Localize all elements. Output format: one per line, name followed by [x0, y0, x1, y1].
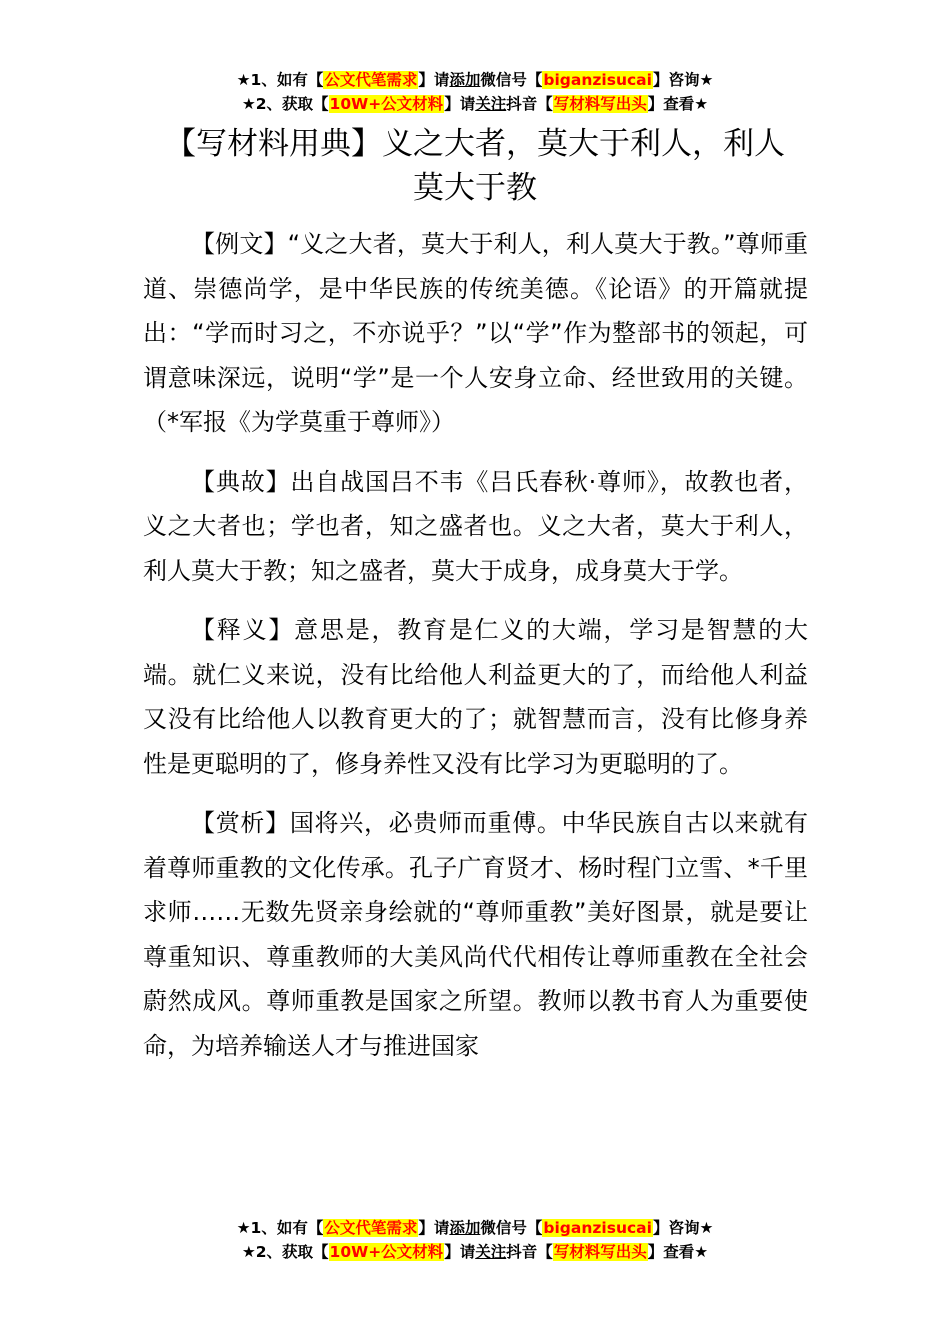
header-banner — [0, 68, 950, 116]
banner-text: 抖音【 — [506, 1243, 553, 1261]
banner-highlight-materials: 10W+公文材料 — [329, 95, 444, 113]
banner-text: 】请 — [444, 95, 476, 113]
banner-underline-follow: 关注 — [475, 95, 507, 113]
banner-underline-add: 添加 — [449, 1219, 481, 1237]
paragraph-appreciation: 【赏析】国将兴，必贵师而重傅。中华民族自古以来就有着尊师重教的文化传承。孔子广育贤才、杨时程门立雪、*千里求师……无数先贤亲身绘就的“尊师重教”美好图景，就是要让尊重知识、尊重教师的大美风尚代代相传让尊师重教在全社会蔚然成风。尊师重教是国家之所望。教师以教书育人为重要使命，为培养输送人才与推进国家 — [143, 809, 808, 1060]
banner-text: 】咨询★ — [652, 71, 714, 89]
banner-highlight-service: 公文代笔需求 — [324, 1219, 418, 1237]
banner-line-1 — [0, 1216, 950, 1240]
banner-highlight-materials: 10W+公文材料 — [329, 1243, 444, 1261]
banner-highlight-wechat-id: biganzisucai — [543, 71, 652, 89]
banner-text: 微信号【 — [480, 1219, 543, 1237]
banner-highlight-service: 公文代笔需求 — [324, 71, 418, 89]
paragraph-allusion: 【典故】出自战国吕不韦《吕氏春秋·尊师》，故教也者，义之大者也；学也者，知之盛者也。义之大者，莫大于利人，利人莫大于教；知之盛者，莫大于成身，成身莫大于学。 — [143, 467, 808, 585]
banner-text: 】请 — [444, 1243, 476, 1261]
paragraph-example: 【例文】“义之大者，莫大于利人，利人莫大于教。”尊师重道、崇德尚学，是中华民族的传统美德。《论语》的开篇就提出：“学而时习之，不亦说乎？”以“学”作为整部书的领起，可谓意味深远，说明“学”是一个人安身立命、经世致用的关键。（*军报《为学莫重于尊师》） — [143, 230, 808, 436]
banner-text: 】查看★ — [647, 1243, 709, 1261]
banner-highlight-wechat-id: biganzisucai — [543, 1219, 652, 1237]
banner-text: 】请 — [418, 1219, 450, 1237]
banner-underline-add: 添加 — [449, 71, 481, 89]
banner-text: ★1、如有【 — [236, 71, 324, 89]
document-body — [143, 222, 808, 1068]
document-title: 【写材料用典】义之大者，莫大于利人，利人莫大于教 — [165, 126, 785, 206]
banner-text: ★1、如有【 — [236, 1219, 324, 1237]
banner-text: 】查看★ — [647, 95, 709, 113]
banner-highlight-douyin: 写材料写出头 — [553, 1243, 647, 1261]
banner-text: ★2、获取【 — [241, 1243, 329, 1261]
paragraph-meaning: 【释义】意思是，教育是仁义的大端，学习是智慧的大端。就仁义来说，没有比给他人利益更大的了，而给他人利益又没有比给他人以教育更大的了；就智慧而言，没有比修身养性是更聪明的了，修身养性又没有比学习为更聪明的了。 — [143, 616, 808, 778]
banner-text: 】咨询★ — [652, 1219, 714, 1237]
banner-text: 】请 — [418, 71, 450, 89]
banner-text: 抖音【 — [506, 95, 553, 113]
banner-line-2 — [0, 1240, 950, 1264]
banner-highlight-douyin: 写材料写出头 — [553, 95, 647, 113]
banner-line-2 — [0, 92, 950, 116]
banner-line-1 — [0, 68, 950, 92]
banner-text: ★2、获取【 — [241, 95, 329, 113]
banner-underline-follow: 关注 — [475, 1243, 507, 1261]
footer-banner — [0, 1216, 950, 1264]
banner-text: 微信号【 — [480, 71, 543, 89]
